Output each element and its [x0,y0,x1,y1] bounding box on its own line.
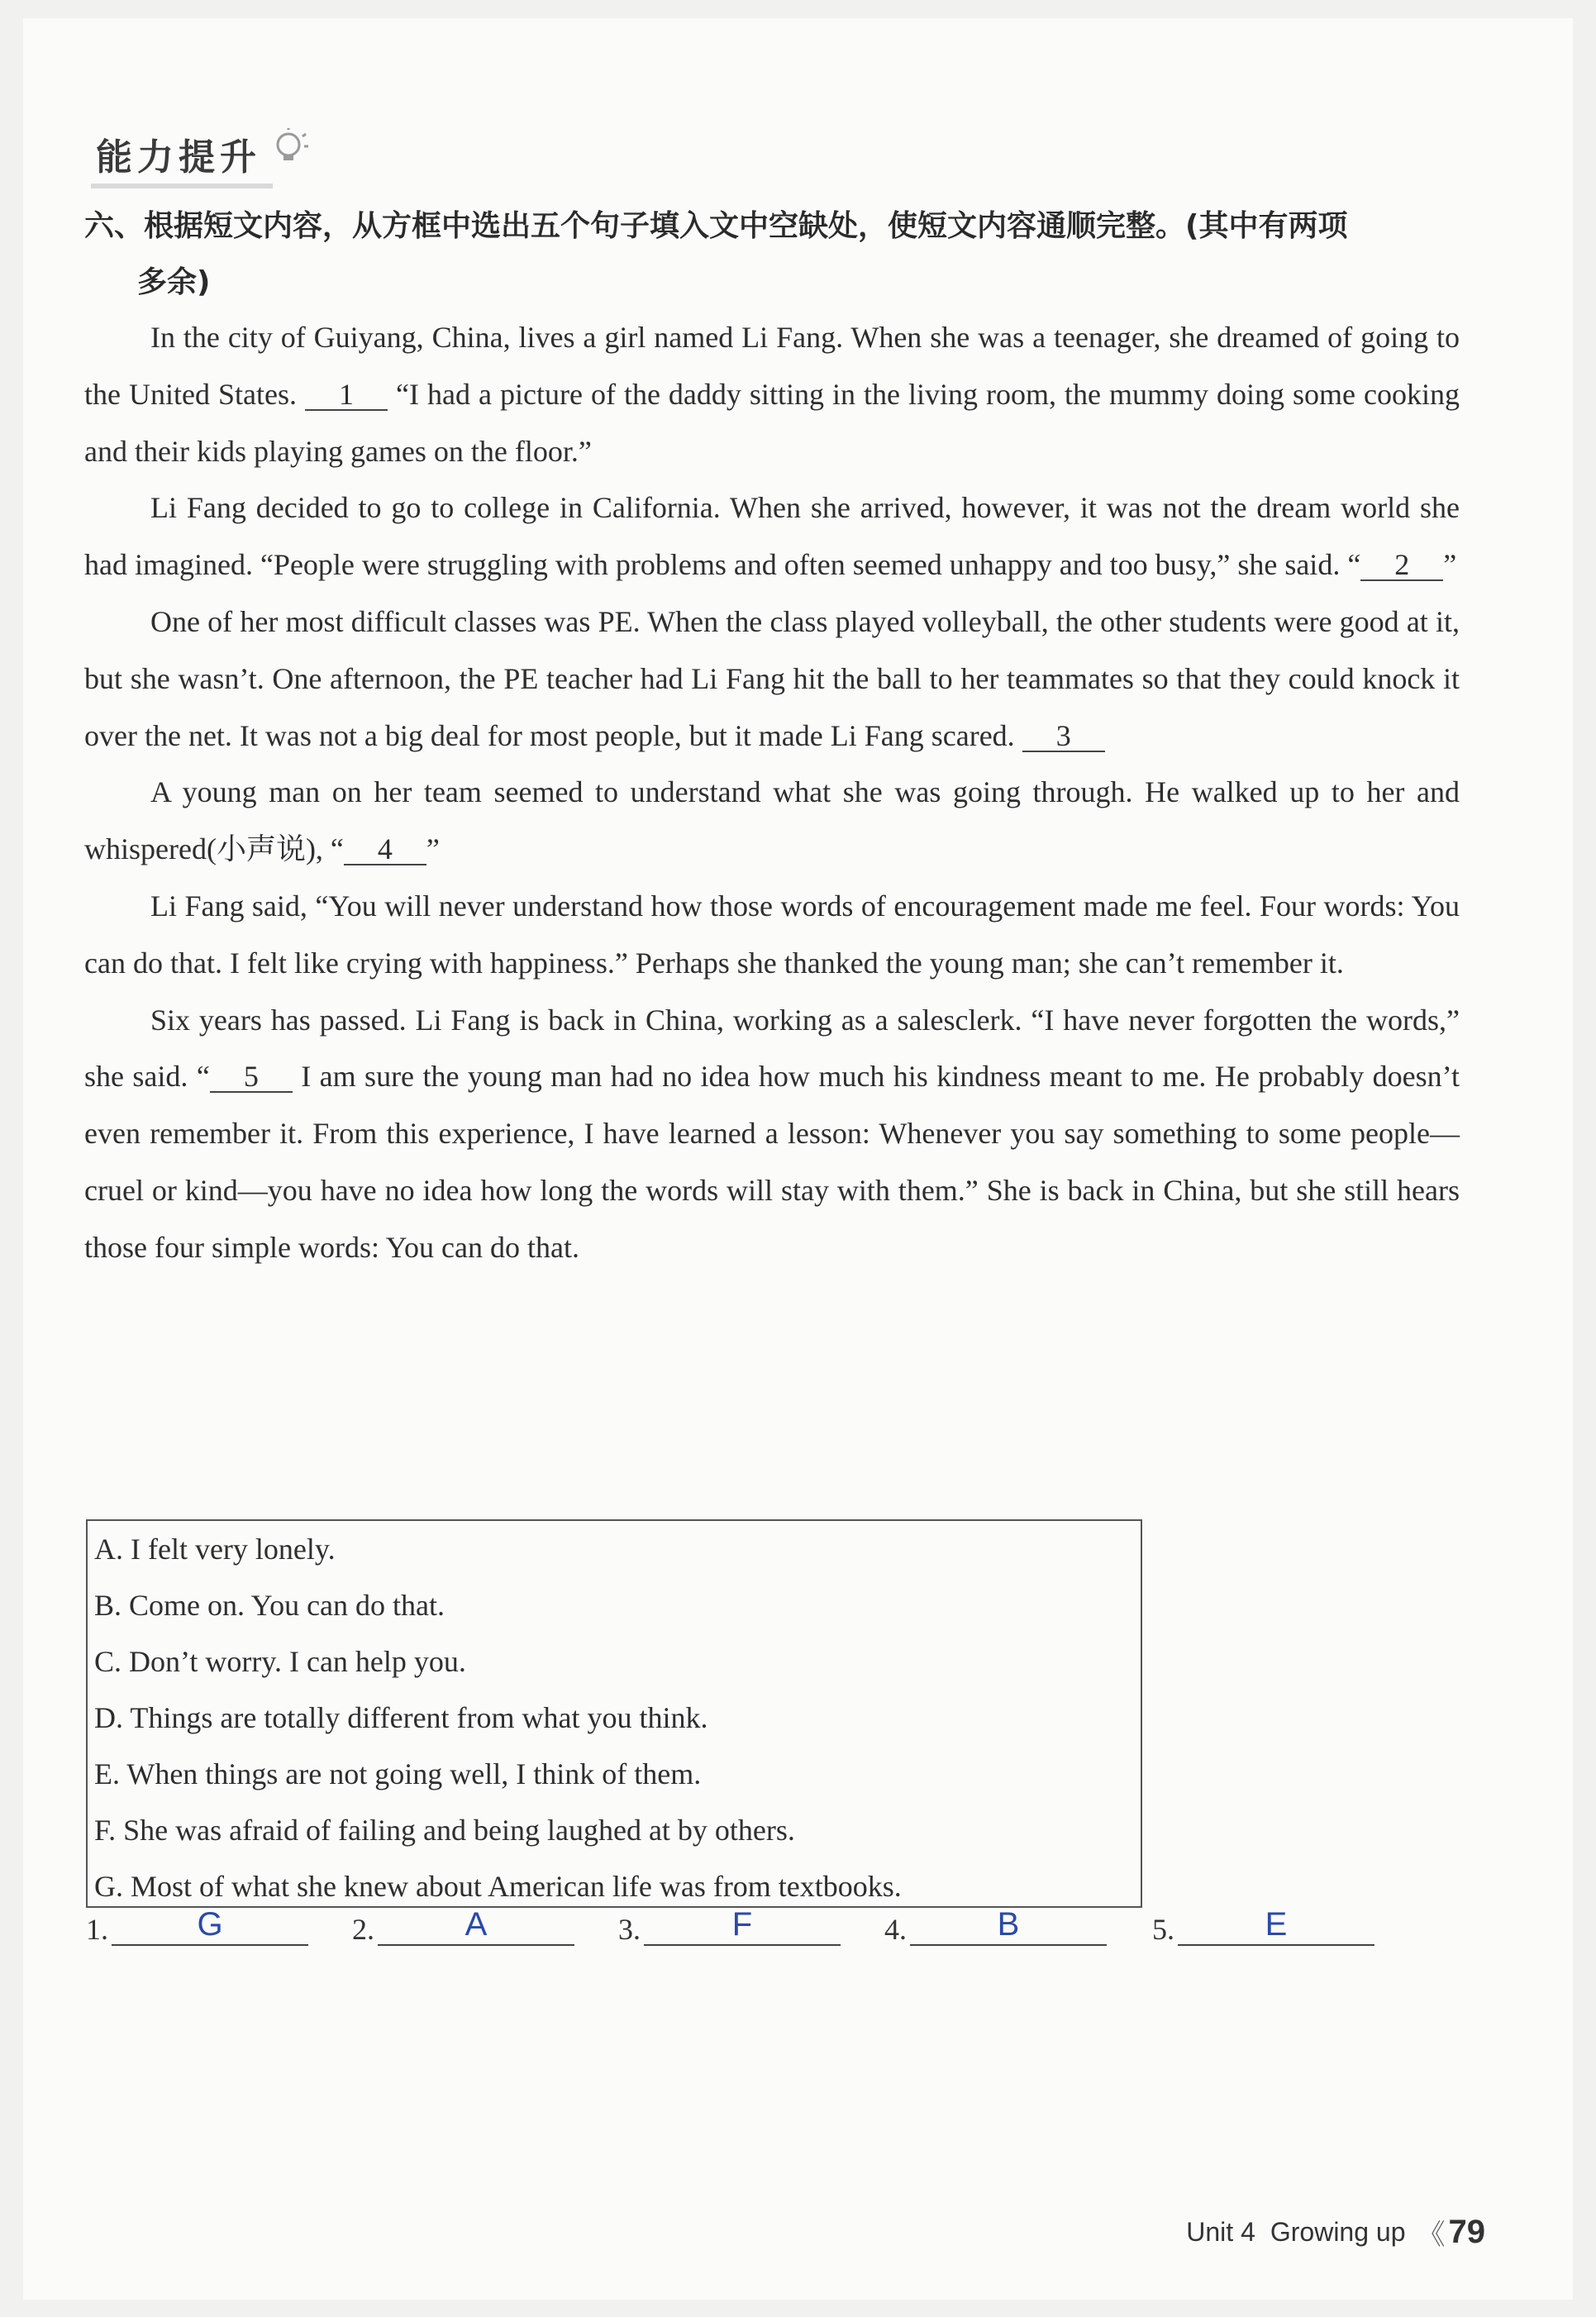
answer-number: 4. [884,1913,907,1946]
instruction-line-2: 多余) [137,265,211,299]
options-box [86,1519,1142,1908]
paragraph-text: I am sure the young man had no idea how much his kindness meant to me. He probably doesn’t even remember it. From this experience, I have learned a lesson: Whenever you say something to some people—cruel or kind—you have no idea how long the words will stay with them.” She is back in China, but she still hears those four simple words: You can do that. [84,1060,1460,1264]
paragraph-3 [84,594,1460,764]
answer-number: 1. [86,1913,108,1946]
answer-5 [1152,1905,1374,1954]
answer-2 [352,1905,574,1954]
blank-3: 3 [1022,721,1105,752]
answer-row [86,1905,1408,1971]
answer-field-2[interactable]: A [378,1905,574,1946]
paragraph-6 [84,992,1460,1276]
paragraph-text: “I had a picture of the daddy sitting in the living room, the mummy doing some cooking and their kids playing games on the floor.” [84,377,1460,468]
answer-1 [86,1905,308,1954]
answer-number: 5. [1152,1913,1174,1946]
option-f: F. She was afraid of failing and being laughed at by others. [94,1814,795,1847]
paragraph-text: Li Fang decided to go to college in California. When she arrived, however, it was not the dream world she had imagined. “People were struggling with problems and often seemed unhappy and too busy,” she said. “ [84,491,1460,582]
option-e: E. When things are not going well, I think of them. [94,1757,702,1790]
paragraph-text: Six years has passed. Li Fang is back in China, working as a salesclerk. “I have never forgotten the words,” she said. “ [84,1003,1460,1094]
paragraph-text: ” [1443,548,1457,582]
unit-label: Unit 4 [1186,2217,1255,2247]
option-d: D. Things are totally different from what you think. [94,1701,708,1734]
double-chevron-icon: 《 [1417,2219,1441,2251]
page-footer [1186,2212,1485,2253]
paragraph-text: One of her most difficult classes was PE. When the class played volleyball, the other students were good at it, but she wasn’t. One afternoon, the PE teacher had Li Fang hit the ball to her teammates so that they could knock it over the net. It was not a big deal for most people, but it made Li Fang scared. [84,604,1460,752]
instruction-line-1: 六、根据短文内容，从方框中选出五个句子填入文中空缺处，使短文内容通顺完整。(其中有两项 [84,209,1348,243]
answer-3 [618,1905,841,1954]
paragraph-1 [84,309,1460,479]
reading-passage [84,309,1460,1276]
option-b: B. Come on. You can do that. [94,1589,445,1622]
paragraph-text: Li Fang said, “You will never understand how those words of encouragement made me feel. Four words: You can do that. I felt like crying with happiness.” Perhaps she thanked the young man; she can’t remember it. [84,889,1460,980]
blank-5: 5 [210,1061,293,1093]
question-instruction [84,198,1473,311]
answer-field-4[interactable]: B [910,1905,1107,1946]
blank-2: 2 [1360,550,1443,581]
option-a: A. I felt very lonely. [94,1533,336,1566]
paragraph-text: A young man on her team seemed to understand what she was going through. He walked up to her and whispered(小声说), “ [84,775,1460,866]
paragraph-2 [84,479,1460,594]
answer-4 [884,1905,1107,1954]
answer-number: 3. [618,1913,641,1946]
blank-1: 1 [305,379,388,411]
paragraph-5 [84,878,1460,992]
answer-field-1[interactable]: G [112,1905,308,1946]
blank-4: 4 [344,834,426,865]
answer-number: 2. [352,1913,374,1946]
option-c: C. Don’t worry. I can help you. [94,1645,466,1678]
paragraph-text: In the city of Guiyang, China, lives a girl named Li Fang. When she was a teenager, she dreamed of going to the United States. [84,321,1460,411]
lightbulb-icon [268,128,309,169]
paragraph-text: ” [426,832,440,866]
unit-topic: Growing up [1270,2217,1406,2247]
answer-field-3[interactable]: F [644,1905,841,1946]
section-title: 能力提升 [91,124,273,188]
paragraph-4 [84,764,1460,878]
option-g: G. Most of what she knew about American life was from textbooks. [94,1870,902,1903]
page-number: 79 [1448,2214,1485,2250]
answer-field-5[interactable]: E [1178,1905,1374,1946]
section-header [91,124,309,188]
